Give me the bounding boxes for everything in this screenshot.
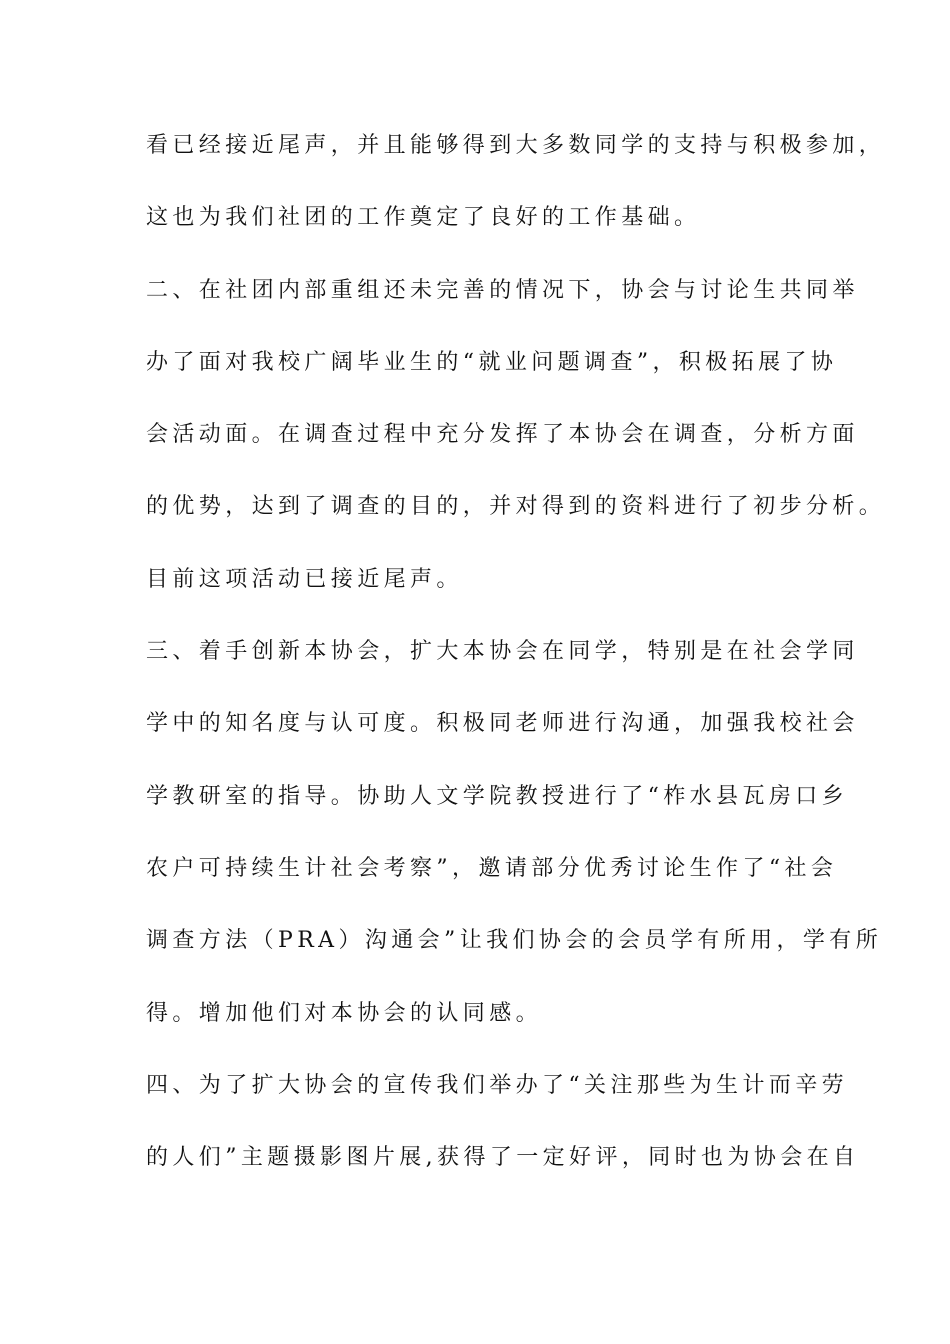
text-line-9: 学中的知名度与认可度。积极同老师进行沟通，加强我校社会 [146,711,859,737]
text-line-7: 目前这项活动已接近尾声。 [146,566,463,592]
text-line-4: 办了面对我校广阔毕业生的“就业问题调查”，积极拓展了协 [146,349,838,375]
text-line-8: 三、着手创新本协会，扩大本协会在同学，特别是在社会学同 [146,639,859,665]
text-line-1: 看已经接近尾声，并且能够得到大多数同学的支持与积极参加， [146,133,886,158]
text-line-15: 的人们”主题摄影图片展,获得了一定好评，同时也为协会在自 [146,1145,860,1171]
text-line-6: 的优势，达到了调查的目的，并对得到的资料进行了初步分析。 [146,494,886,520]
text-line-10: 学教研室的指导。协助人文学院教授进行了“柞水县瓦房口乡 [146,783,849,809]
text-line-11: 农户可持续生计社会考察”，邀请部分优秀讨论生作了“社会 [146,855,838,881]
text-line-13: 得。增加他们对本协会的认同感。 [146,1000,543,1026]
text-line-2: 这也为我们社团的工作奠定了良好的工作基础。 [146,205,701,231]
text-line-5: 会活动面。在调查过程中充分发挥了本协会在调查，分析方面 [146,422,859,448]
text-line-12: 调查方法（PRA）沟通会”让我们协会的会员学有所用，学有所 [146,928,883,954]
text-line-3: 二、在社团内部重组还未完善的情况下，协会与讨论生共同举 [146,277,859,303]
body-text [146,126,886,1210]
text-line-14: 四、为了扩大协会的宣传我们举办了“关注那些为生计而辛劳 [146,1072,849,1098]
